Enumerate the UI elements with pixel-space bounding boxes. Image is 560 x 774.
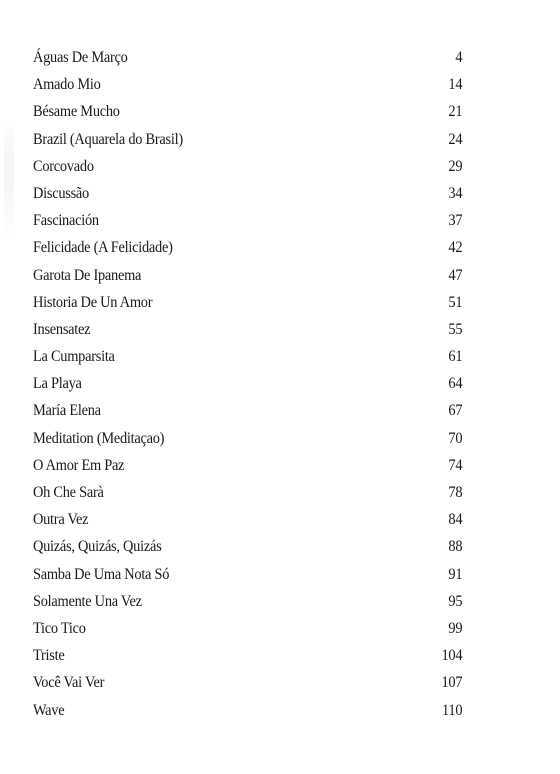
toc-entry-title: Quizás, Quizás, Quizás xyxy=(33,538,162,556)
toc-entry-title: Felicidade (A Felicidade) xyxy=(33,239,173,257)
toc-entry xyxy=(33,126,462,153)
toc-entry-page-number: 107 xyxy=(441,674,463,692)
toc-entry-page-number: 67 xyxy=(448,402,463,420)
toc-entry-page-number: 95 xyxy=(448,592,463,610)
toc-entry xyxy=(33,234,462,261)
toc-entry-title: Solamente Una Vez xyxy=(33,592,142,610)
toc-entry xyxy=(33,425,462,452)
toc-entry-page-number: 61 xyxy=(448,348,463,366)
toc-entry-title: Fascinación xyxy=(33,212,99,230)
toc-entry-page-number: 14 xyxy=(448,76,463,94)
toc-entry-title: Garota De Ipanema xyxy=(33,266,142,284)
toc-entry-title: María Elena xyxy=(33,402,101,420)
toc-entry xyxy=(33,180,462,207)
toc-entry-title: Amado Mio xyxy=(33,76,101,94)
toc-entry-page-number: 29 xyxy=(448,157,463,175)
toc-entry-page-number: 47 xyxy=(448,266,463,284)
toc-entry xyxy=(33,642,462,669)
toc-entry xyxy=(33,262,462,289)
toc-entry-title: Águas De Março xyxy=(33,49,128,66)
toc-entry-title: Insensatez xyxy=(33,320,91,338)
toc-entry-page-number: 55 xyxy=(448,320,463,338)
toc-entry-title: La Cumparsita xyxy=(33,348,115,366)
toc-entry-page-number: 34 xyxy=(448,184,463,202)
toc-entry-title: Tico Tico xyxy=(33,619,86,637)
toc-entry-page-number: 84 xyxy=(448,511,463,529)
toc-entry xyxy=(33,397,462,424)
toc-entry xyxy=(33,479,462,506)
toc-entry-title: Discussão xyxy=(33,184,89,202)
toc-entry-page-number: 21 xyxy=(448,103,463,121)
toc-entry-page-number: 74 xyxy=(448,456,463,474)
toc-entry xyxy=(33,343,462,370)
toc-entry-title: Historia De Un Amor xyxy=(33,293,153,311)
toc-entry xyxy=(33,561,462,588)
table-of-contents xyxy=(33,44,463,724)
toc-entry-page-number: 64 xyxy=(448,375,463,393)
toc-entry xyxy=(33,669,462,696)
toc-entry-title: Você Vai Ver xyxy=(33,674,105,692)
toc-entry xyxy=(33,588,462,615)
toc-entry-page-number: 24 xyxy=(448,130,463,148)
toc-entry-page-number: 37 xyxy=(448,212,463,230)
toc-entry xyxy=(33,71,462,98)
toc-entry xyxy=(33,452,462,479)
toc-entry xyxy=(33,533,462,560)
toc-entry xyxy=(33,370,462,397)
toc-entry-title: Meditation (Meditaçao) xyxy=(33,429,165,447)
toc-entry-page-number: 70 xyxy=(448,429,463,447)
toc-entry-title: Corcovado xyxy=(33,157,94,175)
toc-entry-page-number: 42 xyxy=(448,239,463,257)
toc-entry xyxy=(33,207,462,234)
toc-entry-page-number: 104 xyxy=(441,647,463,665)
toc-entry-page-number: 88 xyxy=(448,538,463,556)
toc-entry xyxy=(33,289,462,316)
toc-entry xyxy=(33,316,462,343)
toc-entry-page-number: 4 xyxy=(455,49,463,66)
toc-entry-page-number: 110 xyxy=(442,701,463,719)
toc-entry xyxy=(33,98,462,125)
toc-entry xyxy=(33,506,462,533)
toc-entry-title: La Playa xyxy=(33,375,82,393)
toc-entry-title: Oh Che Sarà xyxy=(33,484,104,501)
toc-entry-title: Brazil (Aquarela do Brasil) xyxy=(33,130,183,148)
toc-entry-page-number: 51 xyxy=(448,293,463,311)
toc-entry xyxy=(33,153,462,180)
toc-entry xyxy=(33,44,462,71)
scan-bleed-through xyxy=(4,120,14,240)
toc-entry-title: Wave xyxy=(33,701,65,719)
toc-entry-page-number: 99 xyxy=(448,619,463,637)
toc-entry-page-number: 91 xyxy=(448,565,463,583)
toc-entry-title: Outra Vez xyxy=(33,511,89,529)
toc-entry xyxy=(33,697,462,724)
toc-entry-title: Bésame Mucho xyxy=(33,103,120,121)
toc-entry-title: Samba De Uma Nota Só xyxy=(33,565,170,583)
toc-entry xyxy=(33,615,462,642)
toc-entry-title: Triste xyxy=(33,647,65,665)
toc-entry-page-number: 78 xyxy=(448,484,463,501)
toc-entry-title: O Amor Em Paz xyxy=(33,456,125,474)
